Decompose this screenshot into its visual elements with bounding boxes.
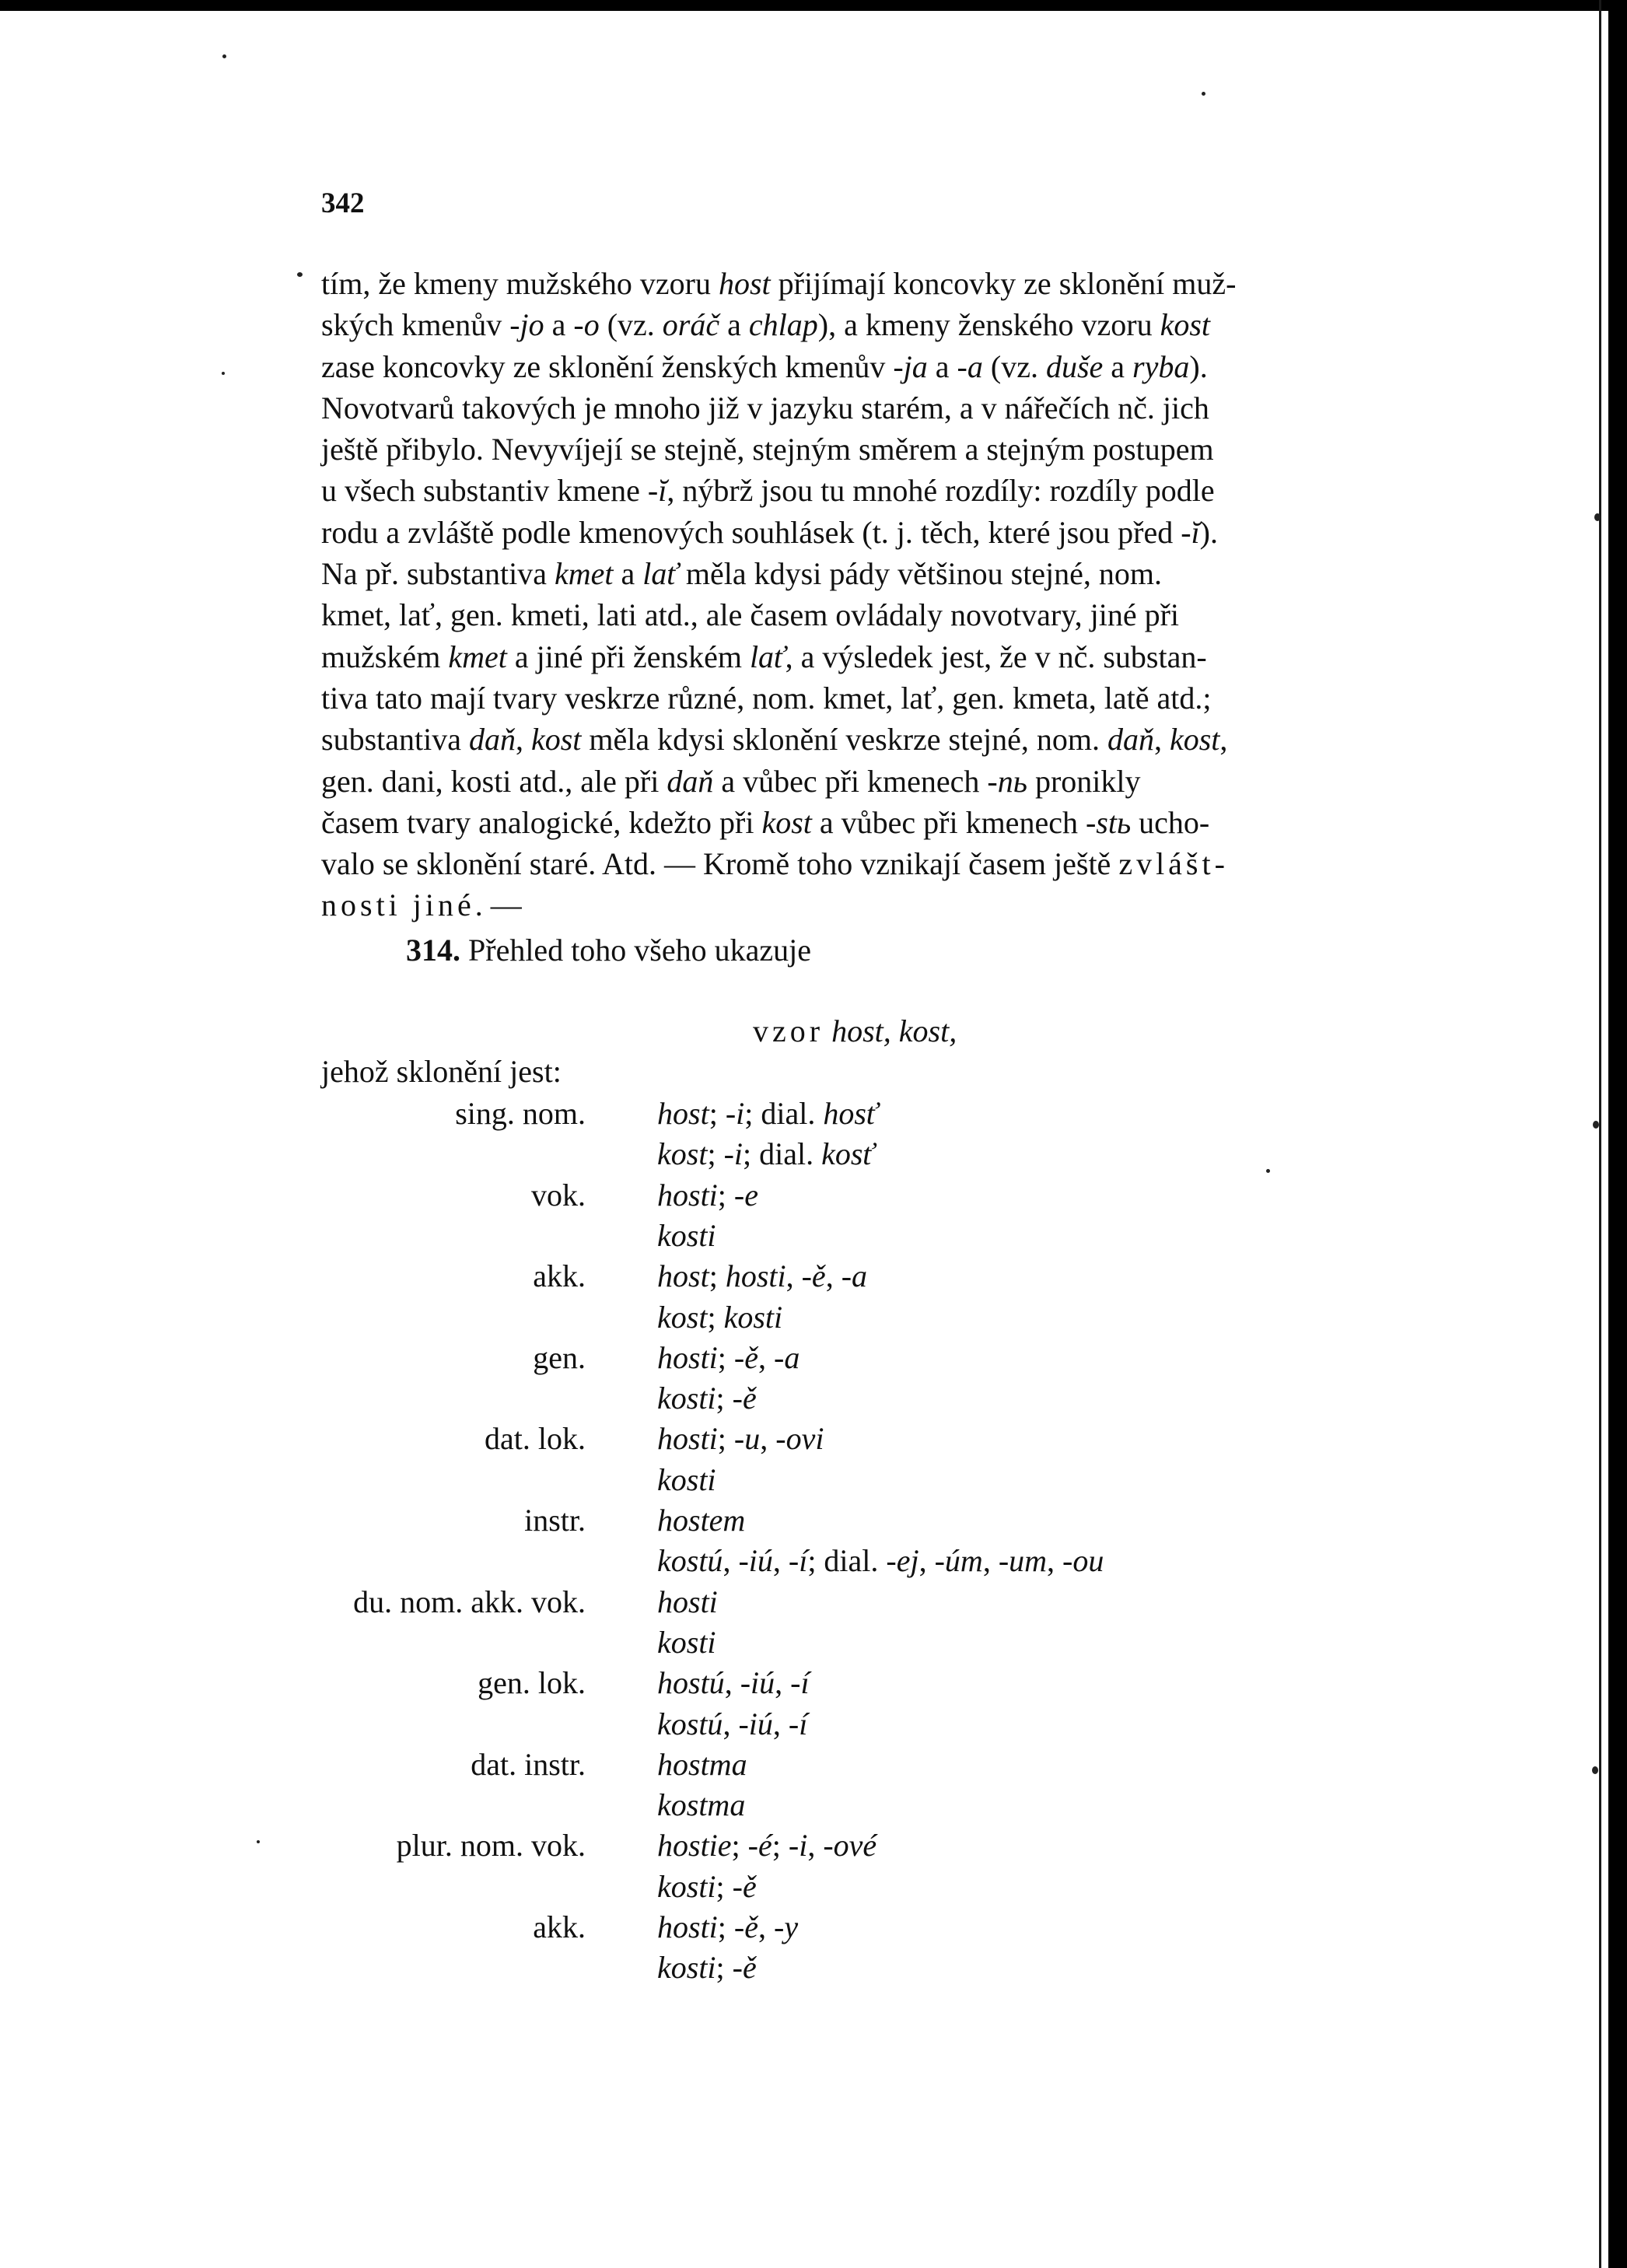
section-number: 314. [406, 933, 460, 968]
case-label: dat. instr. [471, 1746, 586, 1782]
case-label: sing. nom. [455, 1096, 586, 1131]
paragraph-line: Novotvarů takových je mnoho již v jazyku starém, a v nářečích nč. jich [321, 390, 1209, 425]
declension-row [0, 1217, 1555, 1258]
declension-row [0, 1909, 1555, 1949]
case-forms: hosti; -u, -ovi [657, 1421, 824, 1457]
case-label: dat. lok. [485, 1421, 586, 1457]
scan-speck [1592, 1766, 1598, 1774]
declension-row [0, 1461, 1555, 1502]
case-forms: kostma [657, 1787, 746, 1823]
declension-row [0, 1095, 1555, 1136]
declension-row [0, 1624, 1555, 1664]
paragraph-line: ských kmenův -jo a -o (vz. oráč a chlap), a kmeny ženského vzoru kost [321, 307, 1211, 343]
case-forms: kosti; -ě [657, 1868, 757, 1904]
case-forms: hosti; -e [657, 1177, 758, 1213]
section-text: Přehled toho všeho ukazuje [468, 933, 811, 968]
paragraph-line: zase koncovky ze sklonění ženských kmenův -ja a -a (vz. duše a ryba). [321, 348, 1208, 384]
paragraph-line: mužském kmet a jiné při ženském lať, a výsledek jest, že v nč. substan- [321, 639, 1207, 674]
case-label: gen. [533, 1339, 586, 1375]
declension-row [0, 1542, 1555, 1583]
case-forms: host; hosti, -ě, -a [657, 1258, 868, 1294]
declension-row [0, 1746, 1555, 1787]
body-paragraph [321, 263, 1441, 926]
declension-row [0, 1706, 1555, 1746]
case-forms: kostú, -iú, -í [657, 1706, 808, 1741]
scan-edge-line [1599, 0, 1601, 2268]
case-label: gen. lok. [478, 1665, 586, 1701]
declension-row [0, 1787, 1555, 1827]
case-forms: hostú, -iú, -í [657, 1665, 810, 1701]
declension-intro: jehož sklonění jest: [321, 1054, 562, 1089]
page-number: 342 [321, 187, 365, 219]
paragraph-line: tím, že kmeny mužského vzoru host přijímají koncovky ze sklonění muž- [321, 266, 1237, 301]
case-forms: hostma [657, 1746, 747, 1782]
declension-row [0, 1827, 1555, 1867]
paragraph-line: valo se sklonění staré. Atd. — Kromě toho vznikají časem ještě zvlášt- [321, 846, 1229, 882]
case-label: du. nom. akk. vok. [353, 1584, 586, 1619]
case-label: instr. [524, 1503, 586, 1538]
case-forms: kosti [657, 1624, 716, 1660]
case-forms: hostie; -é; -i, -ové [657, 1828, 877, 1864]
case-forms: host; -i; dial. hosť [657, 1096, 878, 1131]
case-label: plur. nom. vok. [396, 1828, 586, 1864]
scan-speck [1202, 92, 1205, 96]
vzor-word: vzor [753, 1013, 824, 1048]
scan-speck [1594, 513, 1601, 521]
paragraph-line: Na př. substantiva kmet a lať měla kdysi pády většinou stejné, nom. [321, 556, 1163, 592]
paragraph-line: kmet, lať, gen. kmeti, lati atd., ale časem ovládaly novotvary, jiné při [321, 597, 1180, 633]
paragraph-line: ještě přibylo. Nevyvíjejí se stejně, stejným směrem a stejným postupem [321, 432, 1214, 467]
declension-row [0, 1868, 1555, 1909]
case-forms: hosti; -ě, -y [657, 1909, 799, 1944]
declension-row [0, 1339, 1555, 1380]
declension-row [0, 1949, 1555, 1990]
declension-row [0, 1380, 1555, 1420]
paragraph-line: časem tvary analogické, kdežto při kost a vůbec při kmenech -stь ucho- [321, 804, 1210, 840]
case-forms: hosti; -ě, -a [657, 1339, 800, 1375]
declension-row [0, 1664, 1555, 1705]
scan-speck [222, 54, 226, 58]
section-heading [406, 932, 811, 968]
case-forms: kosti [657, 1461, 716, 1497]
declension-row [0, 1177, 1555, 1217]
paragraph-line: tiva tato mají tvary veskrze různé, nom. kmet, lať, gen. kmeta, latě atd.; [321, 680, 1212, 716]
vzor-forms: host, kost, [831, 1013, 957, 1048]
case-forms: kostú, -iú, -í; dial. -ej, -úm, -um, -ou [657, 1543, 1104, 1579]
vzor-line [753, 1013, 957, 1049]
scan-speck [222, 372, 225, 375]
case-forms: kost; kosti [657, 1299, 783, 1335]
case-label: akk. [533, 1258, 586, 1294]
case-forms: hosti [657, 1584, 718, 1619]
scan-edge-right [1608, 0, 1627, 2268]
declension-row [0, 1299, 1555, 1339]
case-forms: kost; -i; dial. kosť [657, 1136, 874, 1172]
declension-row [0, 1258, 1555, 1298]
declension-row [0, 1502, 1555, 1542]
paragraph-line: nosti jiné. — [321, 887, 522, 923]
paragraph-line: u všech substantiv kmene -ĭ, nýbrž jsou tu mnohé rozdíly: rozdíly podle [321, 473, 1215, 509]
paragraph-line: rodu a zvláště podle kmenových souhlásek (t. j. těch, které jsou před -ĭ). [321, 514, 1218, 550]
paragraph-line: substantiva daň, kost měla kdysi sklonění veskrze stejné, nom. daň, kost, [321, 722, 1228, 758]
declension-row [0, 1136, 1555, 1176]
declension-row [0, 1420, 1555, 1461]
case-forms: hostem [657, 1503, 746, 1538]
declension-row [0, 1584, 1555, 1624]
case-label: akk. [533, 1909, 586, 1944]
case-forms: kosti [657, 1217, 716, 1253]
scan-edge-top [0, 0, 1627, 11]
scan-speck [297, 272, 303, 277]
case-forms: kosti; -ě [657, 1381, 757, 1416]
paragraph-line: gen. dani, kosti atd., ale při daň a vůbec při kmenech -nь pronikly [321, 763, 1141, 799]
scan-speck [1593, 1121, 1599, 1129]
case-label: vok. [531, 1177, 586, 1213]
case-forms: kosti; -ě [657, 1950, 757, 1986]
